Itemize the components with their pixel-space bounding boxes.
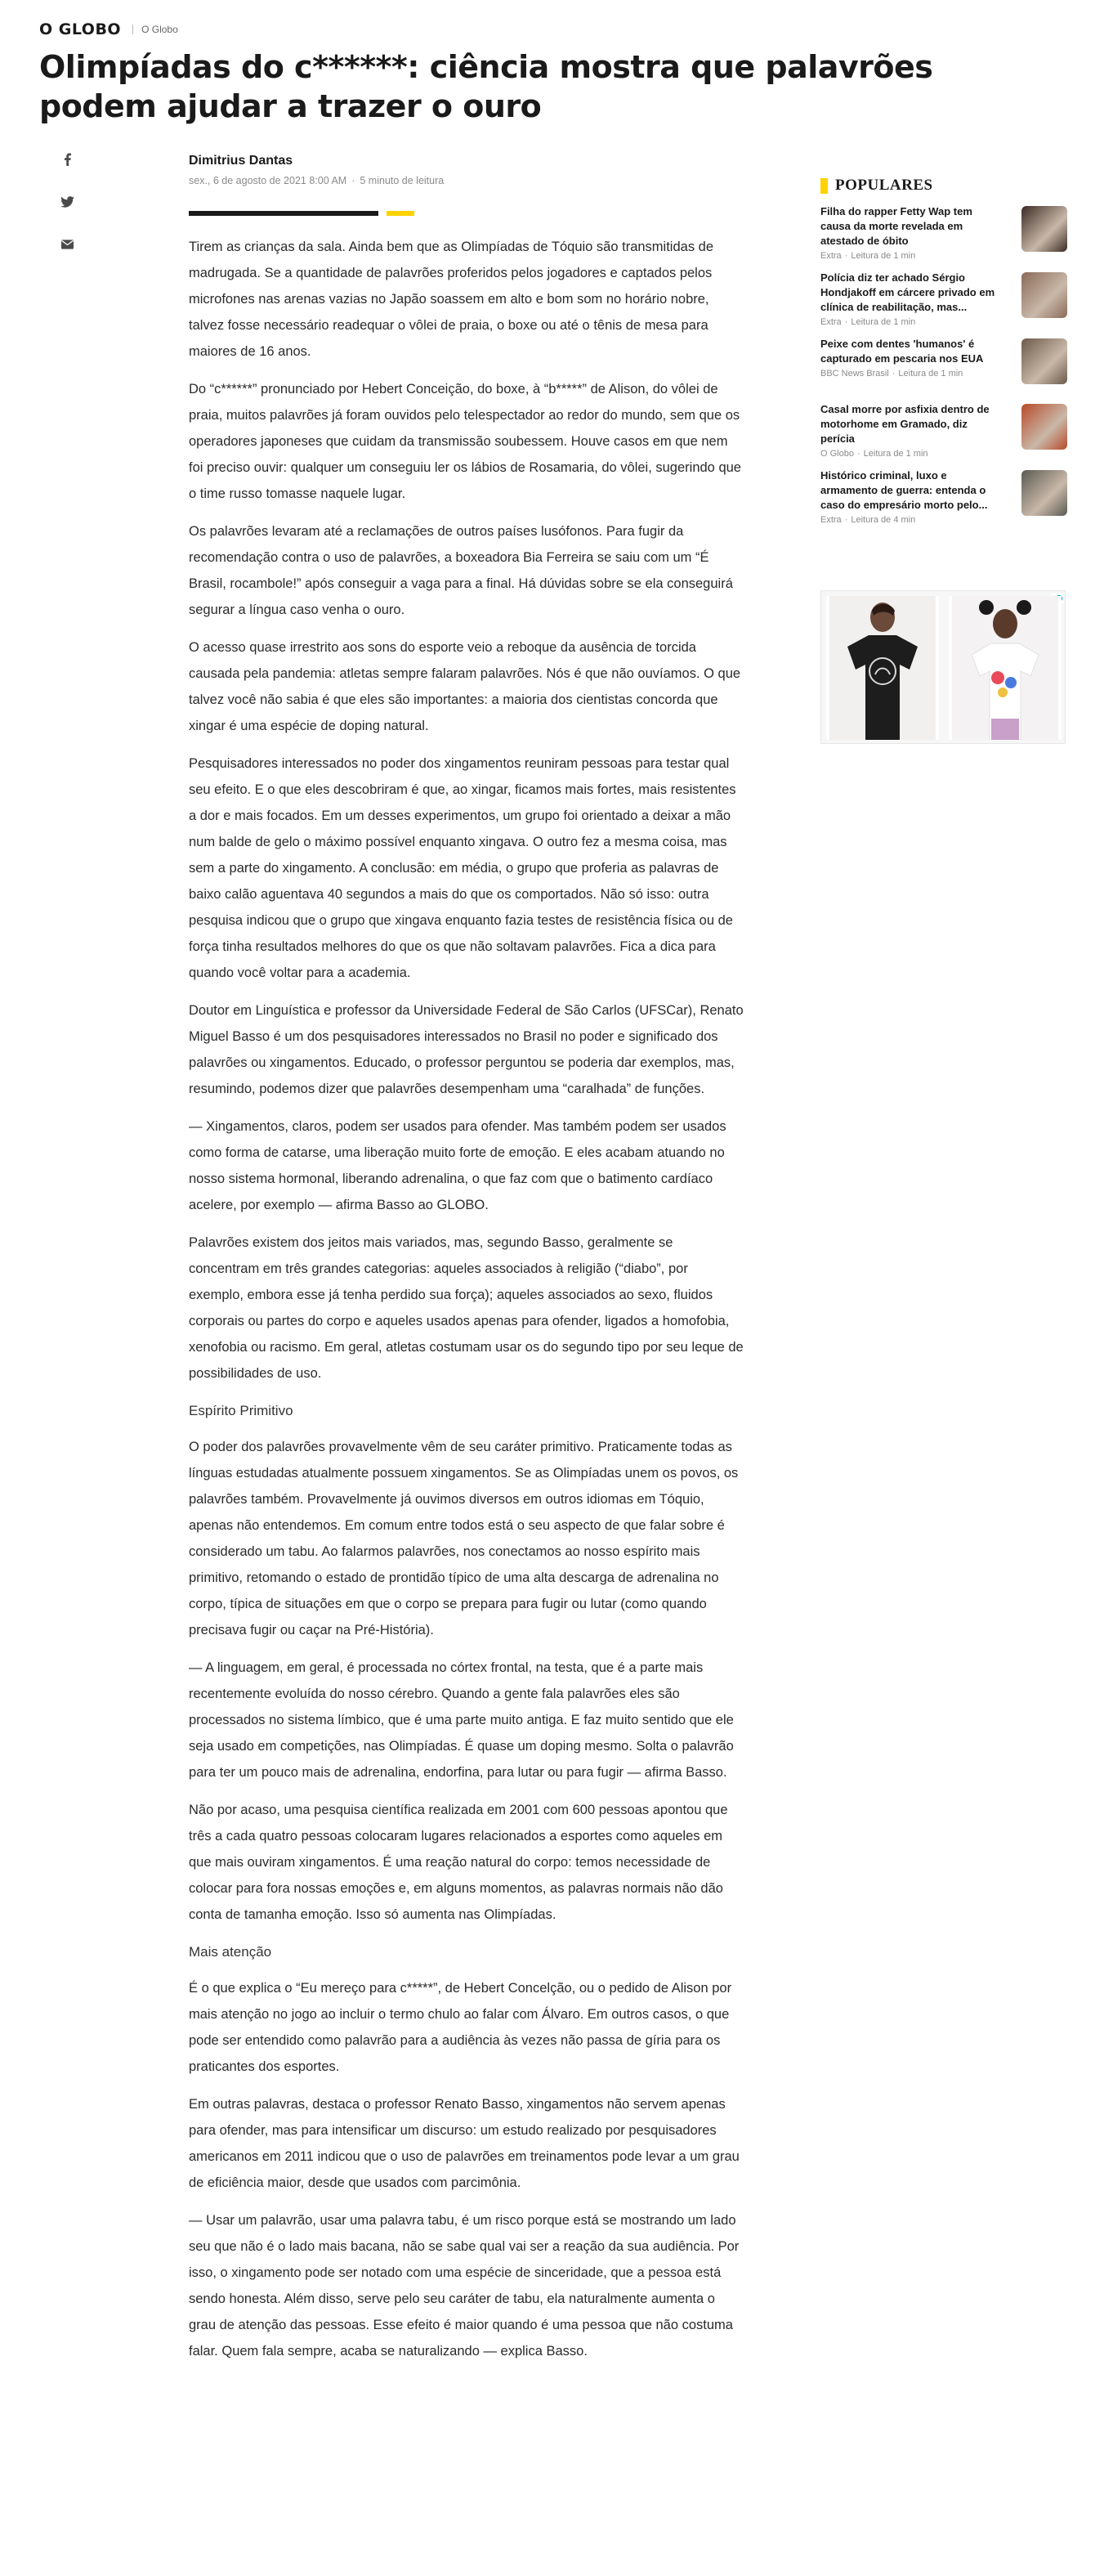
article-paragraph: — A linguagem, em geral, é processada no córtex frontal, na testa, que é a parte mais recentemente evoluída do nosso cérebro. Quando a gente fala palavrões eles são processados no sistema límbico, que é uma parte muito antiga. E faz muito sentido que ele seja usado em competições, nas Olimpíadas. É quase um doping mesmo. Solta o palavrão para ter um pouco mais de adrenalina, endorfina, para lutar ou para fugir — afirma Basso. [189, 1660, 734, 1780]
popular-title-text: POPULARES [835, 177, 933, 194]
facebook-icon[interactable] [60, 152, 74, 167]
meta-separator: · [844, 251, 848, 261]
popular-item-text [820, 271, 999, 327]
article-meta [189, 175, 744, 186]
article-paragraph: Os palavrões levaram até a reclamações de outros países lusófonos. Para fugir da recomendação contra o uso de palavrões, a boxeadora Bia Ferreira se saiu com um “É Brasil, rocambole!” após conseguir a vaga para a final. Há dúvidas sobre se ela conseguirá segurar a língua caso venha o ouro. [189, 524, 733, 617]
popular-item[interactable] [820, 337, 1067, 392]
meta-separator: · [856, 449, 860, 459]
popular-item-read-time: Leitura de 1 min [851, 317, 916, 327]
popular-item[interactable] [820, 468, 1067, 525]
popular-item-read-time: Leitura de 1 min [851, 251, 916, 261]
site-header [39, 20, 178, 39]
popular-item[interactable] [820, 402, 1067, 459]
title-accent-bar [820, 178, 828, 194]
popular-item-text [820, 468, 999, 525]
popular-item-headline[interactable]: Casal morre por asfixia dentro de motorhome em Gramado, diz perícia [820, 403, 990, 445]
popular-item-thumbnail[interactable] [1021, 470, 1067, 516]
popular-item-headline[interactable]: Filha do rapper Fetty Wap tem causa da morte revelada em atestado de óbito [820, 205, 972, 247]
popular-item-read-time: Leitura de 1 min [863, 449, 928, 459]
popular-item-meta [820, 317, 999, 327]
divider-black [189, 211, 378, 216]
popular-item-read-time: Leitura de 1 min [898, 369, 963, 379]
popular-item-text [820, 402, 999, 459]
popular-item-thumbnail[interactable] [1021, 272, 1067, 318]
share-bar [57, 152, 77, 280]
popular-item-headline[interactable]: Peixe com dentes 'humanos' é capturado em pescaria nos EUA [820, 338, 984, 365]
popular-item-meta [820, 369, 999, 379]
popular-item[interactable] [820, 271, 1067, 327]
section-name[interactable]: O Globo [141, 24, 178, 35]
popular-item-text [820, 204, 999, 261]
article-paragraph: O poder dos palavrões provavelmente vêm de seu caráter primitivo. Praticamente todas as línguas estudadas atualmente possuem xingamentos. Se as Olimpíadas unem os povos, os palavrões também. Provavelmente já ouvimos diversos em outros idiomas em Tóquio, apenas não entendemos. Em comum entre todos está o seu aspecto de que falar sobre é considerado um tabu. Ao falarmos palavrões, nos conectamos ao nosso espírito mais primitivo, retomando o estado de prontidão típico de uma alta descarga de adrenalina no corpo, típica de situações em que o corpo se prepara para fugir ou lutar (como quando precisava fugir ou caçar na Pré-História). [189, 1440, 739, 1637]
read-time: 5 minuto de leitura [360, 175, 445, 186]
meta-separator: · [892, 369, 896, 379]
popular-item-meta [820, 515, 999, 525]
divider-yellow [387, 211, 414, 216]
popular-item-source: O Globo [820, 449, 854, 459]
popular-item[interactable] [820, 204, 1067, 261]
popular-item-thumbnail[interactable] [1021, 404, 1067, 450]
article-paragraph: Do “c******” pronunciado por Hebert Conceição, do boxe, à “b*****” de Alison, do vôlei de praia, muitos palavrões já foram ouvidos pelo telespectador ao redor do mundo, sem que os operadores japoneses que cuidam da transmissão soubessem. Houve casos em que nem foi preciso ouvir: qualquer um conseguiu ler os lábios de Rosamaria, do vôlei, sugerindo que o time russo tomasse naquele lugar. [189, 382, 741, 501]
twitter-icon[interactable] [60, 195, 74, 209]
article-paragraph: O acesso quase irrestrito aos sons do esporte veio a reboque da ausência de torcida causada pela pandemia: atletas sempre falaram palavrões. Nós é que não ouvíamos. O que talvez você não sabia é que eles são importantes: a maioria dos cientistas concorda que xingar é uma espécie de doping natural. [189, 640, 741, 733]
article-paragraph: Em outras palavras, destaca o professor Renato Basso, xingamentos não servem apenas para ofender, mas para intensificar um discurso: um estudo realizado por pesquisadores americanos em 2011 indicou que o uso de palavrões em treinamentos pode levar a um grau de eficiência maior, desde que usados com parcimônia. [189, 2097, 740, 2190]
popular-item-text [820, 337, 999, 392]
popular-item-source: Extra [820, 317, 842, 327]
meta-separator: · [844, 317, 848, 327]
popular-item-headline[interactable]: Histórico criminal, luxo e armamento de guerra: entenda o caso do empresário morto pelo... [820, 469, 988, 511]
header-separator [132, 25, 133, 34]
popular-item-read-time: Leitura de 4 min [851, 515, 916, 525]
article-paragraph: Pesquisadores interessados no poder dos xingamentos reuniram pessoas para testar qual seu efeito. E o que eles descobriram é que, ao xingar, ficamos mais fortes, mais resistentes a dor e mais focados. Em um desses experimentos, um grupo foi orientado a deixar a mão num balde de gelo o máximo possível enquanto xingava. O outro fez a mesma coisa, mas sem a parte do xingamento. A conclusão: em média, o grupo que proferia as palavras de baixo calão aguentava 40 segundos a mais do que os comportados. Não só isso: outra pesquisa indicou que o grupo que xingava enquanto fazia testes de resistência física ou de força tinha resultados melhores do que os que não soltavam palavrões. Fica a dica para quando você voltar para a academia. [189, 756, 736, 980]
byline-divider [189, 211, 418, 216]
popular-item-source: Extra [820, 515, 842, 525]
popular-item-source: BBC News Brasil [820, 369, 889, 379]
popular-item-source: Extra [820, 251, 842, 261]
article-paragraph: É o que explica o “Eu mereço para c*****”, de Hebert Concelção, ou o pedido de Alison por mais atenção no jogo ao incluir o termo chulo ao falar com Álvaro. Em outros casos, o que pode ser entendido como palavrão para a audiência às vezes não passa de gíria para os praticantes dos esportes. [189, 1981, 732, 2074]
publish-date: sex., 6 de agosto de 2021 8:00 AM [189, 175, 347, 186]
article-body [189, 234, 744, 2376]
meta-separator: · [844, 515, 848, 525]
article-subheading: Mais atenção [189, 1944, 272, 1960]
email-icon[interactable] [60, 237, 74, 252]
article-paragraph: Palavrões existem dos jeitos mais variados, mas, segundo Basso, geralmente se concentram em três grandes categorias: aqueles associados à religião (“diabo”, por exemplo, embora esse já tenha perdido sua força); aqueles associados ao sexo, fluidos corporais ou partes do corpo e aqueles usados apenas para ofender, ligados a homofobia, xenofobia ou racismo. Em geral, atletas costumam usar os do segundo tipo por seu leque de possibilidades de uso. [189, 1235, 744, 1381]
article-paragraph: Doutor em Linguística e professor da Universidade Federal de São Carlos (UFSCar), Renato Miguel Basso é um dos pesquisadores interessados no Brasil no poder e significado dos palavrões ou xingamentos. Educado, o professor perguntou se poderia dar exemplos, mas, resumindo, podemos dizer que palavrões desempenham uma “caralhada” de funções. [189, 1003, 744, 1096]
popular-item-meta [820, 251, 999, 261]
popular-item-headline[interactable]: Polícia diz ter achado Sérgio Hondjakoff em cárcere privado em clínica de reabilitação, mas... [820, 271, 995, 313]
meta-separator: · [351, 175, 355, 186]
article-subheading: Espírito Primitivo [189, 1403, 293, 1418]
ad-product-white-tshirt[interactable] [949, 596, 1062, 740]
article-title: Olimpíadas do c******: ciência mostra que palavrões podem ajudar a trazer o ouro [39, 49, 933, 124]
article-paragraph: — Xingamentos, claros, podem ser usados para ofender. Mas também podem ser usados como forma de catarse, uma liberação muito forte de emoção. E eles acabam atuando no nosso sistema hormonal, liberando adrenalina, o que faz com que o batimento cardíaco acelere, por exemplo — afirma Basso ao GLOBO. [189, 1119, 726, 1212]
popular-item-meta [820, 449, 999, 459]
article-paragraph: — Usar um palavrão, usar uma palavra tabu, é um risco porque está se mostrando um lado seu que não é o lado mais bacana, não se sabe qual vai ser a reação da sua audiência. Por isso, o xingamento pode ser notado com uma espécie de sinceridade, que a pessoa está sendo honesta. Além disso, serve pelo seu caráter de tabu, ela naturalmente aumenta o grau de atenção das pessoas. Esse efeito é maior quando é uma pessoa que não costuma falar. Quem fala sempre, acaba se naturalizando — explica Basso. [189, 2213, 740, 2359]
popular-item-thumbnail[interactable] [1021, 206, 1067, 252]
popular-sidebar [820, 177, 1067, 535]
byline [189, 154, 744, 186]
popular-list [820, 204, 1067, 525]
ad-banner[interactable] [820, 590, 1066, 744]
article-paragraph: Não por acaso, uma pesquisa científica realizada em 2001 com 600 pessoas apontou que três a cada quatro pessoas colocaram lugares relacionados a esportes como aqueles em que mais ouviram xingamentos. É uma reação natural do corpo: temos necessidade de colocar para fora nossas emoções e, em alguns momentos, as palavras normais não dão conta de tamanha emoção. Isso só aumenta nas Olimpíadas. [189, 1803, 728, 1922]
ad-product-black-tshirt[interactable] [826, 596, 939, 740]
site-logo[interactable]: O GLOBO [39, 20, 122, 38]
popular-item-thumbnail[interactable] [1021, 338, 1067, 384]
author-name[interactable]: Dimitrius Dantas [189, 154, 293, 168]
popular-title [820, 177, 1067, 195]
article-paragraph: Tirem as crianças da sala. Ainda bem que as Olimpíadas de Tóquio são transmitidas de madrugada. Se a quantidade de palavrões proferidos pelos jogadores e captados pelos microfones nas arenas vazias no Japão soassem em alto e bom som no horário nobre, talvez fosse necessário readequar o vôlei de praia, o boxe ou até o tênis de mesa para maiores de 16 anos. [189, 240, 714, 359]
